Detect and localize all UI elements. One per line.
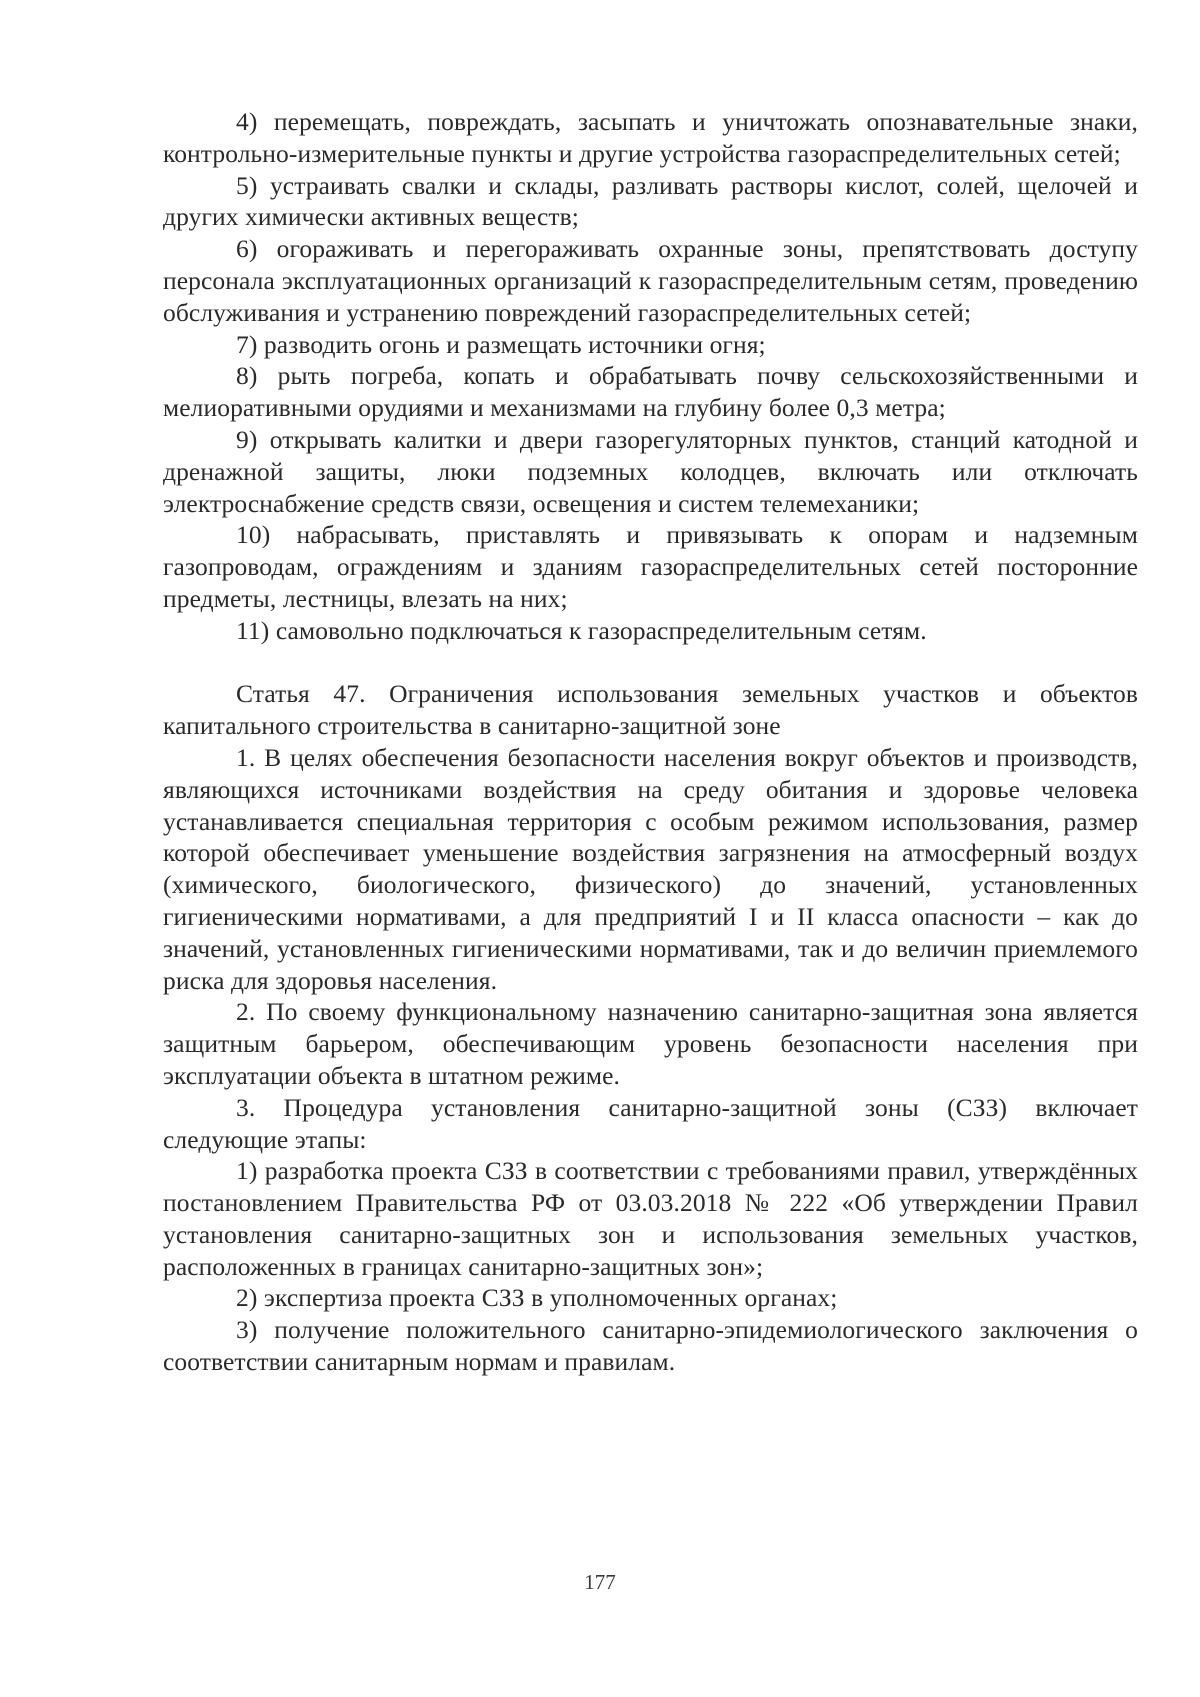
paragraph-item-6: 6) огораживать и перегораживать охранные зоны, препятствовать доступу персонала эксплуатационных организаций к газораспределительным сетям, проведению обслуживания и устранению повреждений газораспределительных сетей; — [163, 234, 1138, 327]
paragraph-item-11: 11) самовольно подключаться к газораспределительным сетям. — [236, 615, 927, 645]
article-step-3: 3) получение положительного санитарно-эпидемиологического заключения о соответствии санитарным нормам и правилам. — [163, 1315, 1138, 1377]
paragraph-item-10: 10) набрасывать, приставлять и привязывать к опорам и надземным газопроводам, ограждениям и зданиям газораспределительных сетей посторонние предметы, лестницы, влезать на них; — [163, 520, 1138, 613]
article-clause-2: 2. По своему функциональному назначению санитарно-защитная зона является защитным барьером, обеспечивающим уровень безопасности населения при эксплуатации объекта в штатном режиме. — [163, 997, 1138, 1090]
article-clause-1: 1. В целях обеспечения безопасности населения вокруг объектов и производств, являющихся источниками воздействия на среду обитания и здоровье человека устанавливается специальная территория с особым режимом использования, размер которой обеспечивает уменьшение воздействия загрязнения на атмосферный воздух (химического, биологического, физического) до значений, установленных гигиеническими нормативами, а для предприятий I и II класса опасности – как до значений, установленных гигиеническими нормативами, так и до величин приемлемого риска для здоровья населения. — [163, 742, 1138, 995]
paragraph-item-4: 4) перемещать, повреждать, засыпать и уничтожать опознавательные знаки, контрольно-измерительные пункты и другие устройства газораспределительных сетей; — [163, 107, 1138, 168]
paragraph-item-9: 9) открывать калитки и двери газорегуляторных пунктов, станций катодной и дренажной защиты, люки подземных колодцев, включать или отключать электроснабжение средств связи, освещения и систем телемеханики; — [163, 424, 1138, 518]
paragraph-item-8: 8) рыть погреба, копать и обрабатывать почву сельскохозяйственными и мелиоративными орудиями и механизмами на глубину более 0,3 метра; — [163, 361, 1138, 423]
article-title: Статья 47. Ограничения использования земельных участков и объектов капитального строительства в санитарно-защитной зоне — [163, 679, 1138, 741]
article-clause-3: 3. Процедура установления санитарно-защитной зоны (СЗЗ) включает следующие этапы: — [163, 1092, 1138, 1154]
article-step-2: 2) экспертиза проекта СЗЗ в уполномоченных органах; — [236, 1283, 838, 1313]
body-text — [163, 106, 1138, 1378]
paragraph-item-5: 5) устраивать свалки и склады, разливать растворы кислот, солей, щелочей и других химически активных веществ; — [163, 170, 1138, 232]
page-number: 177 — [584, 1570, 616, 1594]
article-step-1: 1) разработка проекта СЗЗ в соответствии с требованиями правил, утверждённых постановлением Правительства РФ от 03.03.2018 № 222 «Об утверждении Правил установления санитарно-защитных зон и использования земельных участков, расположенных в границах санитарно-защитных зон»; — [163, 1156, 1138, 1281]
paragraph-item-7: 7) разводить огонь и размещать источники огня; — [236, 329, 766, 359]
